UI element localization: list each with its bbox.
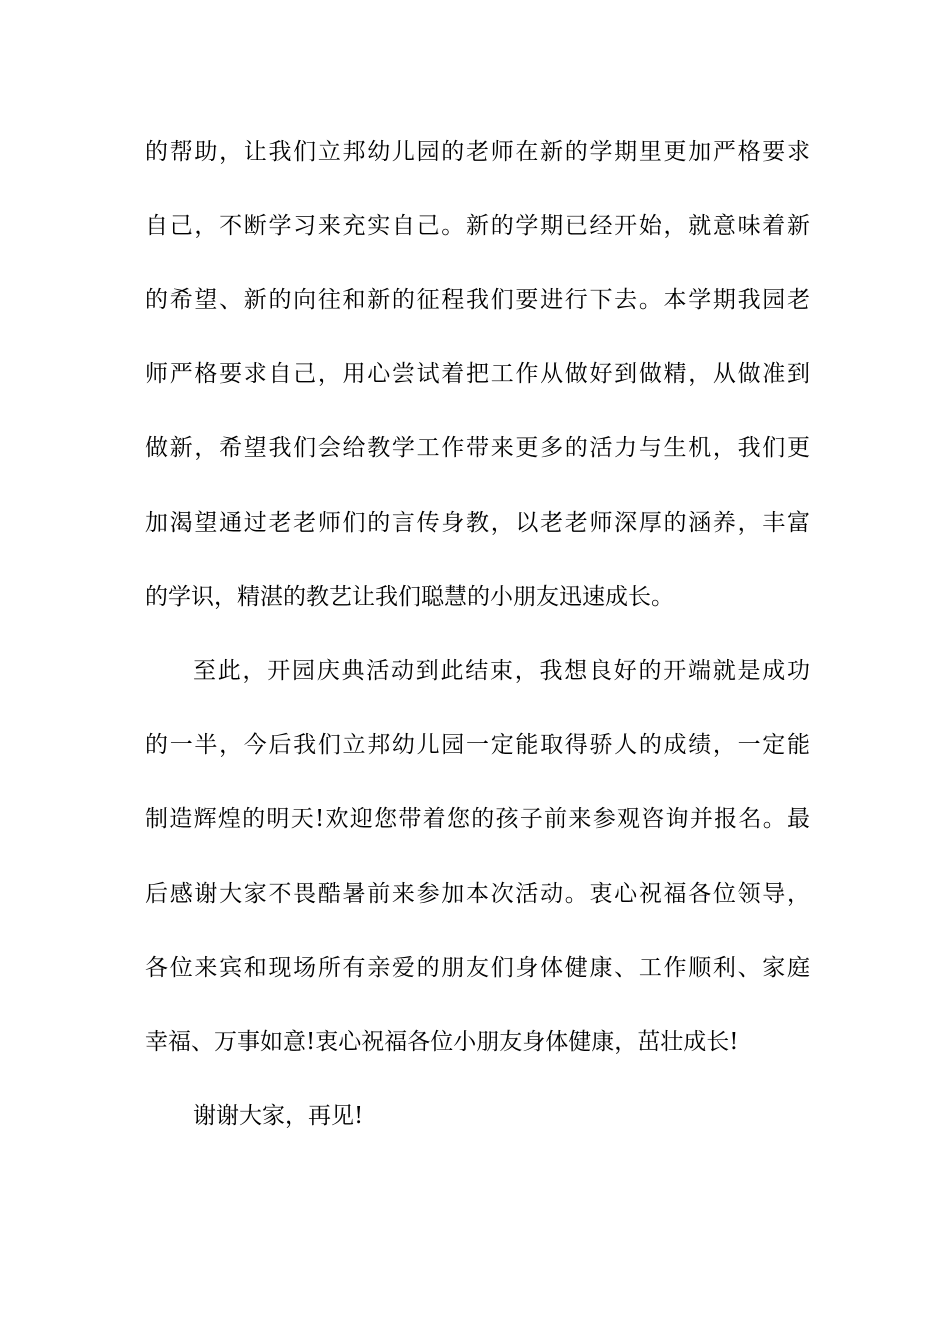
text-line-1: 的帮助，让我们立邦幼儿园的老师在新的学期里更加严格要求 [145,139,810,165]
text-line-11: 后感谢大家不畏酷暑前来参加本次活动。衷心祝福各位领导， [145,881,810,907]
text-line-9: 的一半，今后我们立邦幼儿园一定能取得骄人的成绩，一定能 [145,732,810,758]
text-line-12: 各位来宾和现场所有亲爱的朋友们身体健康、工作顺利、家庭 [145,955,810,981]
text-line-7: 的学识，精湛的教艺让我们聪慧的小朋友迅速成长。 [145,584,674,610]
text-line-6: 加渴望通过老老师们的言传身教，以老老师深厚的涵养，丰富 [145,510,810,536]
text-line-4: 师严格要求自己，用心尝试着把工作从做好到做精，从做准到 [145,361,810,387]
text-line-3: 的希望、新的向往和新的征程我们要进行下去。本学期我园老 [145,287,810,313]
text-line-8: 至此，开园庆典活动到此结束，我想良好的开端就是成功 [193,658,810,684]
text-line-13: 幸福、万事如意!衷心祝福各位小朋友身体健康，茁壮成长! [145,1029,739,1055]
text-line-5: 做新，希望我们会给教学工作带来更多的活力与生机，我们更 [145,435,810,461]
text-line-2: 自己，不断学习来充实自己。新的学期已经开始，就意味着新 [145,213,810,239]
text-line-14: 谢谢大家，再见! [193,1103,364,1129]
text-line-10: 制造辉煌的明天!欢迎您带着您的孩子前来参观咨询并报名。最 [145,806,810,832]
